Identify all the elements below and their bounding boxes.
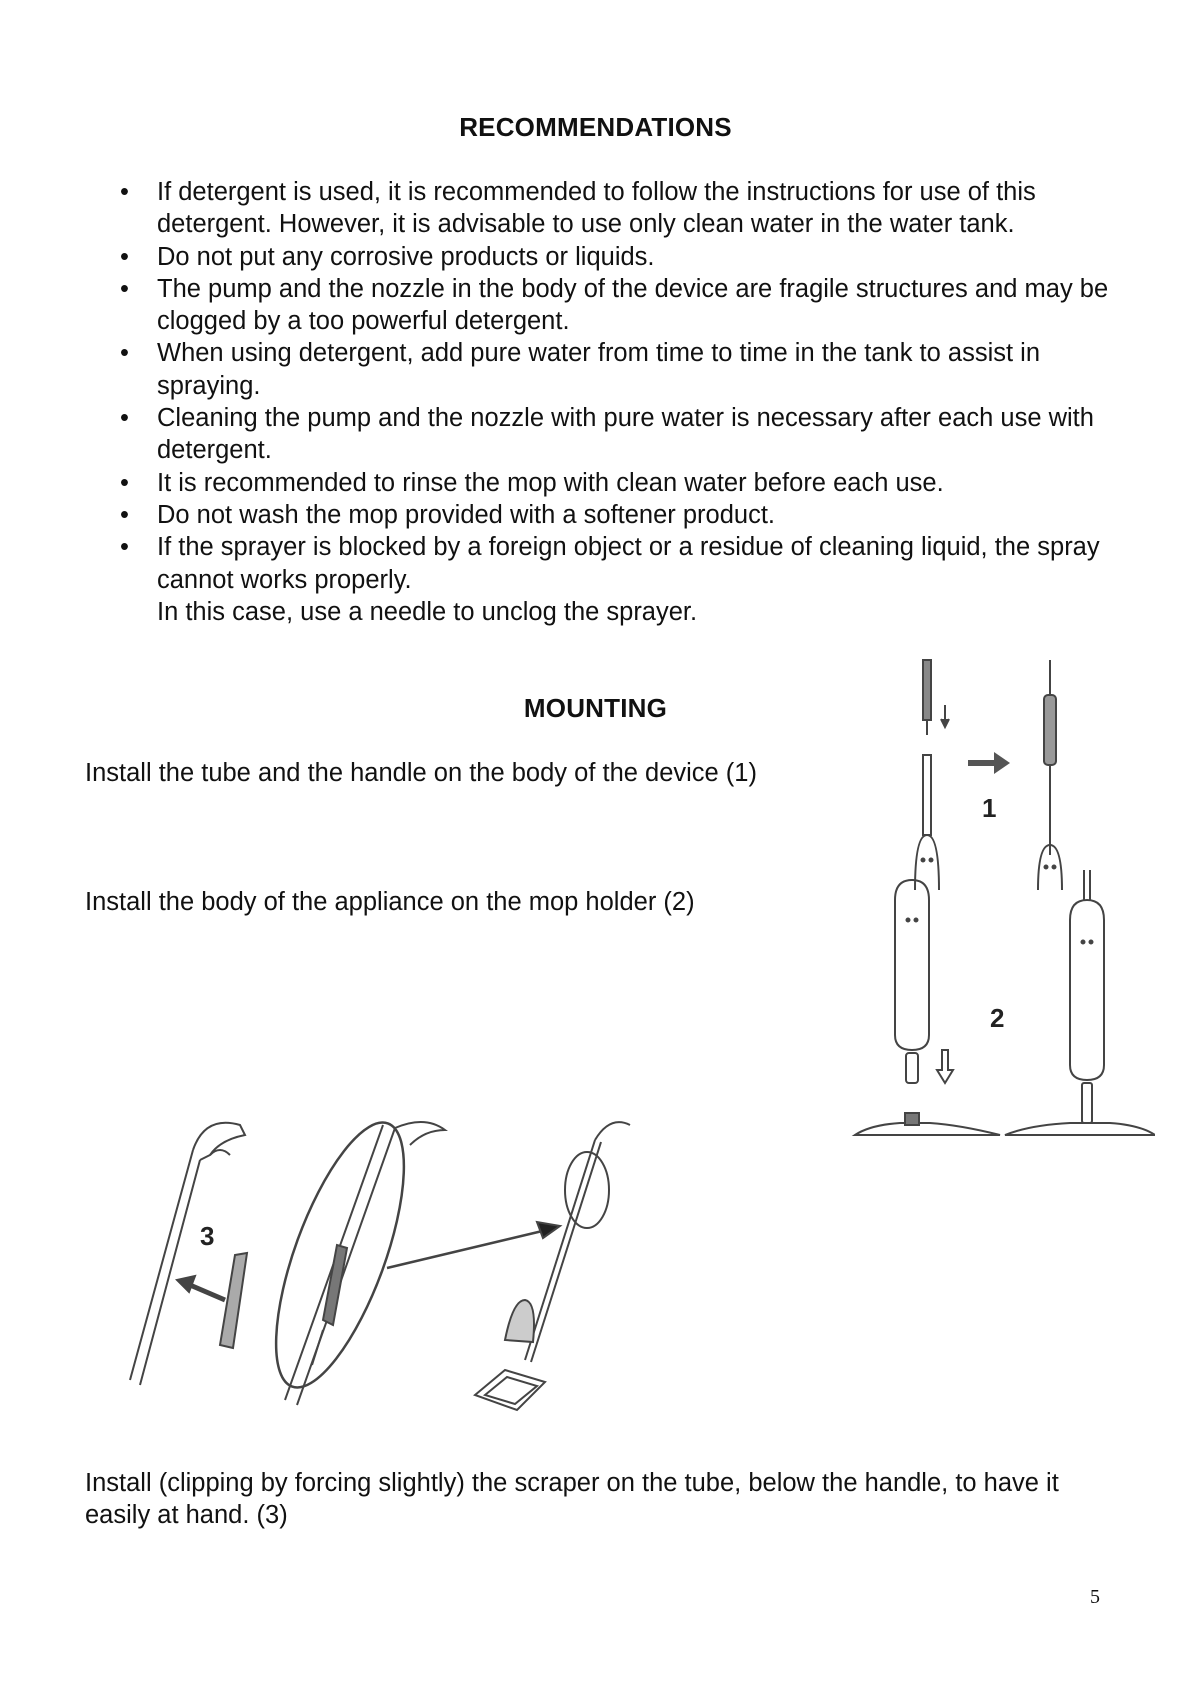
list-item-text: It is recommended to rinse the mop with clean water before each use. (157, 468, 944, 497)
list-item-text: Do not wash the mop provided with a softener product. (157, 500, 776, 529)
list-item-text: When using detergent, add pure water from time to time in the tank to assist in spraying. (157, 339, 1041, 400)
handle-left (193, 1123, 245, 1160)
list-item-extra-text: In this case, use a needle to unclog the sprayer. (157, 597, 698, 626)
right-arrow-icon (968, 760, 996, 766)
bullet: • (120, 178, 129, 206)
left-arrow-icon (190, 1285, 225, 1300)
tube-left (130, 1150, 193, 1380)
tube-piece (923, 755, 931, 835)
mounting-figure-1-2 (850, 655, 1155, 1145)
list-item (120, 402, 1120, 467)
mounting-figure-3 (125, 1120, 685, 1420)
mop-pad-right (475, 1370, 545, 1410)
list-item (120, 467, 1120, 499)
list-item-text: If detergent is used, it is recommended to follow the instructions for use of this detergent. However, it is advisable to use only clean water in the water tank. (157, 178, 1036, 239)
list-item (120, 531, 1120, 628)
step-3-instruction: Install (clipping by forcing slightly) the scraper on the tube, below the handle, to have it easily at hand. (3) (85, 1469, 1059, 1530)
list-item-text: Cleaning the pump and the nozzle with pure water is necessary after each use with detergent. (157, 404, 1094, 465)
figure-label-2: 2 (990, 1003, 1005, 1033)
list-item (120, 176, 1120, 241)
figure-label-1: 1 (982, 793, 997, 823)
step-1-instruction: Install the tube and the handle on the body of the device (1) (85, 759, 757, 787)
list-item (120, 241, 1120, 273)
assembled-mop-holder (1005, 1123, 1155, 1135)
mounting-heading: MOUNTING (523, 693, 668, 723)
tube-right (525, 1140, 595, 1360)
page-number: 5 (1090, 1586, 1100, 1608)
list-item (120, 499, 1120, 531)
device-body-right (505, 1300, 534, 1342)
bullet: • (120, 274, 129, 303)
recommendations-list (120, 176, 1120, 628)
list-item (120, 273, 1120, 338)
mop-holder (855, 1123, 1000, 1135)
assembled-handle (1044, 695, 1056, 765)
recommendations-heading: RECOMMENDATIONS (459, 112, 732, 142)
down-arrow-icon (937, 1050, 953, 1083)
step-2-instruction: Install the body of the appliance on the mop holder (2) (85, 888, 695, 916)
bullet: • (120, 404, 129, 433)
list-item-text: Do not put any corrosive products or liquids. (157, 242, 655, 271)
bullet: • (120, 500, 129, 529)
list-item (120, 337, 1120, 402)
bullet: • (120, 242, 129, 271)
body-connector (906, 1053, 918, 1083)
bullet: • (120, 339, 129, 368)
list-item-text: If the sprayer is blocked by a foreign object or a residue of cleaning liquid, the spray cannot works properly. (157, 533, 1100, 594)
device-body (895, 880, 929, 1050)
list-item-text: The pump and the nozzle in the body of the device are fragile structures and may be clogged by a too powerful detergent. (157, 274, 1109, 336)
pointer-arrow-icon (387, 1228, 555, 1268)
handle-piece (923, 660, 931, 720)
figure-label-3: 3 (200, 1221, 215, 1251)
bullet: • (120, 468, 129, 497)
assembled-device-body (1070, 900, 1104, 1080)
bullet: • (120, 533, 129, 562)
